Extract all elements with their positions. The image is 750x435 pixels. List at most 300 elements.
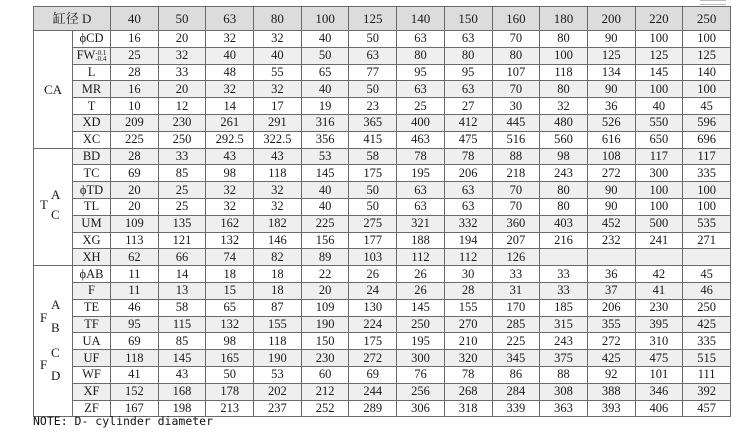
value-cell: 115: [158, 316, 206, 333]
value-cell: 100: [540, 47, 588, 64]
value-cell: 146: [254, 232, 302, 249]
value-cell: 121: [158, 232, 206, 249]
value-cell: 125: [635, 47, 683, 64]
value-cell: 82: [254, 249, 302, 266]
value-cell: 224: [349, 316, 397, 333]
value-cell: 195: [397, 333, 445, 350]
value-cell: 126: [492, 249, 540, 266]
dimension-code-text: UF: [83, 350, 100, 365]
bore-size-header: 125: [349, 7, 397, 31]
value-cell: 108: [587, 148, 635, 165]
dimension-code: [73, 81, 111, 98]
dimension-code-text: TL: [83, 199, 100, 214]
dimension-code-text: WF: [82, 367, 101, 382]
bore-size-header: 180: [540, 7, 588, 31]
value-cell: 188: [397, 232, 445, 249]
value-cell: 178: [206, 383, 254, 400]
value-cell: 292.5: [206, 131, 254, 148]
value-cell: 316: [301, 114, 349, 131]
value-cell: 261: [206, 114, 254, 131]
bore-size-header: 150: [444, 7, 492, 31]
fw-tolerance: [95, 50, 106, 62]
dimension-code-text: BD: [82, 148, 101, 163]
dimension-code-text: XG: [82, 232, 101, 247]
value-cell: 100: [683, 81, 731, 98]
table-row: [34, 232, 731, 249]
value-cell: 363: [540, 400, 588, 417]
value-cell: 101: [635, 366, 683, 383]
value-cell: 516: [492, 131, 540, 148]
value-cell: 80: [540, 31, 588, 48]
value-cell: 452: [587, 215, 635, 232]
value-cell: 118: [111, 350, 159, 367]
bore-size-header: 160: [492, 7, 540, 31]
value-cell: 113: [111, 232, 159, 249]
value-cell: 50: [301, 47, 349, 64]
value-cell: 134: [587, 64, 635, 81]
value-cell: 241: [635, 232, 683, 249]
value-cell: 86: [492, 366, 540, 383]
bore-header-label: 缸径 D: [34, 7, 111, 31]
value-cell: 20: [158, 31, 206, 48]
value-cell: 168: [158, 383, 206, 400]
value-cell: 40: [301, 182, 349, 199]
value-cell: 177: [349, 232, 397, 249]
value-cell: 243: [540, 165, 588, 182]
value-cell: 140: [683, 64, 731, 81]
group-label-ta-tc: [38, 185, 68, 225]
value-cell: 165: [206, 350, 254, 367]
value-cell: 43: [206, 148, 254, 165]
value-cell: 216: [540, 232, 588, 249]
value-cell: 162: [206, 215, 254, 232]
dimension-code: [73, 64, 111, 81]
value-cell: 32: [254, 81, 302, 98]
value-cell: 18: [254, 266, 302, 283]
value-cell: 88: [540, 366, 588, 383]
bore-size-header: 140: [397, 7, 445, 31]
value-cell: 480: [540, 114, 588, 131]
value-cell: 339: [492, 400, 540, 417]
value-cell: 50: [349, 31, 397, 48]
value-cell: 95: [111, 316, 159, 333]
value-cell: 63: [397, 31, 445, 48]
value-cell: 32: [206, 198, 254, 215]
value-cell: 25: [158, 182, 206, 199]
table-row: [34, 350, 731, 367]
value-cell: 70: [492, 198, 540, 215]
value-cell: 112: [444, 249, 492, 266]
value-cell: 125: [587, 47, 635, 64]
value-cell: 206: [587, 299, 635, 316]
value-cell: 40: [301, 198, 349, 215]
value-cell: 256: [397, 383, 445, 400]
dimension-code: [73, 31, 111, 48]
value-cell: 98: [206, 165, 254, 182]
value-cell: 63: [444, 182, 492, 199]
note-text: NOTE: D- cylinder diameter: [33, 414, 214, 428]
value-cell: 300: [635, 165, 683, 182]
value-cell: 36: [587, 98, 635, 115]
value-cell: 225: [111, 131, 159, 148]
value-cell: 98: [206, 333, 254, 350]
value-cell: 135: [158, 215, 206, 232]
dimension-code: [73, 350, 111, 367]
value-cell: [683, 249, 731, 266]
value-cell: 322.5: [254, 131, 302, 148]
value-cell: 118: [254, 333, 302, 350]
value-cell: 26: [349, 266, 397, 283]
value-cell: 190: [254, 350, 302, 367]
value-cell: 392: [683, 383, 731, 400]
value-cell: 10: [111, 98, 159, 115]
value-cell: 100: [635, 182, 683, 199]
dimension-code: [73, 148, 111, 165]
value-cell: 32: [254, 31, 302, 48]
group-label-1: [34, 148, 73, 266]
value-cell: 393: [587, 400, 635, 417]
value-cell: 25: [111, 47, 159, 64]
label-b: B: [51, 319, 60, 335]
value-cell: 308: [540, 383, 588, 400]
value-cell: 14: [158, 266, 206, 283]
value-cell: 284: [492, 383, 540, 400]
value-cell: 60: [301, 366, 349, 383]
value-cell: 150: [301, 333, 349, 350]
value-cell: 80: [444, 47, 492, 64]
value-cell: 11: [111, 266, 159, 283]
value-cell: 696: [683, 131, 731, 148]
value-cell: 53: [254, 366, 302, 383]
value-cell: 19: [301, 98, 349, 115]
value-cell: 213: [206, 400, 254, 417]
value-cell: 69: [111, 333, 159, 350]
value-cell: 225: [492, 333, 540, 350]
value-cell: 320: [444, 350, 492, 367]
dimension-code: [73, 366, 111, 383]
dimension-code-text: UA: [82, 333, 101, 348]
table-row: [34, 383, 731, 400]
value-cell: 32: [206, 182, 254, 199]
value-cell: 560: [540, 131, 588, 148]
value-cell: 185: [540, 299, 588, 316]
dimension-code: [73, 165, 111, 182]
value-cell: 318: [444, 400, 492, 417]
value-cell: 406: [635, 400, 683, 417]
value-cell: 33: [540, 282, 588, 299]
value-cell: 335: [683, 165, 731, 182]
value-cell: 46: [683, 282, 731, 299]
value-cell: 300: [397, 350, 445, 367]
value-cell: 63: [397, 198, 445, 215]
value-cell: 395: [635, 316, 683, 333]
value-cell: 32: [206, 81, 254, 98]
dimension-code: [73, 266, 111, 283]
value-cell: 182: [254, 215, 302, 232]
value-cell: 415: [349, 131, 397, 148]
fw-tolerance-lower: -0.4: [95, 55, 107, 64]
value-cell: 212: [301, 383, 349, 400]
value-cell: 156: [301, 232, 349, 249]
value-cell: 87: [254, 299, 302, 316]
value-cell: 310: [635, 333, 683, 350]
value-cell: 117: [635, 148, 683, 165]
table-row: [34, 333, 731, 350]
value-cell: 78: [444, 366, 492, 383]
value-cell: 145: [397, 299, 445, 316]
value-cell: 89: [301, 249, 349, 266]
value-cell: 118: [254, 165, 302, 182]
value-cell: 475: [444, 131, 492, 148]
value-cell: 18: [254, 282, 302, 299]
value-cell: 167: [111, 400, 159, 417]
table-row: [34, 266, 731, 283]
value-cell: 80: [540, 182, 588, 199]
value-cell: 53: [301, 148, 349, 165]
value-cell: 218: [492, 165, 540, 182]
label-t: T: [40, 197, 48, 213]
table-row: [34, 299, 731, 316]
value-cell: 209: [111, 114, 159, 131]
value-cell: 69: [111, 165, 159, 182]
value-cell: 335: [683, 333, 731, 350]
group-label-0: CA: [34, 31, 73, 149]
dimension-code: [73, 47, 111, 64]
value-cell: 76: [397, 366, 445, 383]
value-cell: 202: [254, 383, 302, 400]
value-cell: 20: [111, 198, 159, 215]
value-cell: 117: [683, 148, 731, 165]
value-cell: 28: [444, 282, 492, 299]
value-cell: 70: [492, 81, 540, 98]
value-cell: 100: [635, 31, 683, 48]
table-row: [34, 316, 731, 333]
value-cell: 78: [397, 148, 445, 165]
table-row: [34, 198, 731, 215]
value-cell: 232: [587, 232, 635, 249]
value-cell: 62: [111, 249, 159, 266]
value-cell: 289: [349, 400, 397, 417]
table-header-row: [34, 7, 731, 31]
value-cell: 100: [683, 198, 731, 215]
value-cell: 230: [635, 299, 683, 316]
value-cell: 58: [349, 148, 397, 165]
value-cell: 30: [444, 266, 492, 283]
value-cell: 195: [397, 165, 445, 182]
value-cell: 40: [206, 47, 254, 64]
value-cell: 332: [444, 215, 492, 232]
value-cell: 40: [635, 98, 683, 115]
value-cell: 77: [349, 64, 397, 81]
value-cell: 445: [492, 114, 540, 131]
value-cell: 33: [158, 148, 206, 165]
bore-size-header: 200: [587, 7, 635, 31]
dimension-code-text: XD: [82, 115, 101, 130]
value-cell: 58: [158, 299, 206, 316]
value-cell: 26: [397, 282, 445, 299]
value-cell: 80: [540, 81, 588, 98]
value-cell: 50: [349, 81, 397, 98]
value-cell: 170: [492, 299, 540, 316]
label-c: C: [51, 344, 60, 360]
bore-size-header: 80: [254, 7, 302, 31]
dimension-code-text: ϕAB: [79, 266, 104, 281]
value-cell: 194: [444, 232, 492, 249]
value-cell: 48: [206, 64, 254, 81]
value-cell: 40: [301, 31, 349, 48]
dimension-code: [73, 131, 111, 148]
value-cell: 20: [158, 81, 206, 98]
value-cell: 32: [158, 47, 206, 64]
value-cell: 85: [158, 333, 206, 350]
label-d: D: [51, 367, 61, 383]
dimension-code-text: TE: [83, 300, 100, 315]
value-cell: 25: [158, 198, 206, 215]
value-cell: 403: [540, 215, 588, 232]
value-cell: 207: [492, 232, 540, 249]
value-cell: 175: [349, 333, 397, 350]
value-cell: 291: [254, 114, 302, 131]
value-cell: 92: [587, 366, 635, 383]
value-cell: 285: [492, 316, 540, 333]
value-cell: 13: [158, 282, 206, 299]
value-cell: 315: [540, 316, 588, 333]
value-cell: 66: [158, 249, 206, 266]
value-cell: 500: [635, 215, 683, 232]
dimension-code: [73, 282, 111, 299]
table-row: [34, 148, 731, 165]
value-cell: 463: [397, 131, 445, 148]
value-cell: 252: [301, 400, 349, 417]
value-cell: 70: [492, 31, 540, 48]
value-cell: 112: [397, 249, 445, 266]
value-cell: 225: [301, 215, 349, 232]
dimension-code: [73, 198, 111, 215]
label-c: C: [51, 207, 60, 223]
dimension-code: [73, 215, 111, 232]
value-cell: 95: [397, 64, 445, 81]
table-row: [34, 282, 731, 299]
value-cell: 425: [683, 316, 731, 333]
value-cell: 63: [444, 198, 492, 215]
value-cell: 74: [206, 249, 254, 266]
dimension-code-text: T: [87, 98, 96, 113]
value-cell: 40: [254, 47, 302, 64]
value-cell: 125: [683, 47, 731, 64]
value-cell: 65: [206, 299, 254, 316]
value-cell: 45: [683, 266, 731, 283]
value-cell: 24: [349, 282, 397, 299]
value-cell: 50: [206, 366, 254, 383]
dimension-code: [73, 316, 111, 333]
spec-table-container: [33, 6, 731, 417]
value-cell: 130: [349, 299, 397, 316]
bore-size-header: 250: [683, 7, 731, 31]
value-cell: 33: [492, 266, 540, 283]
table-row: [34, 131, 731, 148]
value-cell: 356: [301, 131, 349, 148]
value-cell: 275: [349, 215, 397, 232]
value-cell: 98: [540, 148, 588, 165]
value-cell: 206: [444, 165, 492, 182]
value-cell: 100: [683, 182, 731, 199]
dimension-code-text: F: [88, 283, 95, 298]
corner-mark: [700, 0, 726, 5]
value-cell: 27: [444, 98, 492, 115]
value-cell: 190: [301, 316, 349, 333]
table-row: [34, 165, 731, 182]
value-cell: 321: [397, 215, 445, 232]
group-label-fa-fd: [38, 295, 68, 385]
value-cell: 43: [254, 148, 302, 165]
bore-size-header: 50: [158, 7, 206, 31]
dimension-code: [73, 98, 111, 115]
table-row: [34, 47, 731, 64]
value-cell: 23: [349, 98, 397, 115]
value-cell: 155: [444, 299, 492, 316]
value-cell: 63: [397, 182, 445, 199]
value-cell: 41: [111, 366, 159, 383]
value-cell: 268: [444, 383, 492, 400]
value-cell: 32: [540, 98, 588, 115]
value-cell: 210: [444, 333, 492, 350]
value-cell: 78: [444, 148, 492, 165]
dimension-code-text: ZF: [84, 400, 99, 415]
value-cell: [635, 249, 683, 266]
value-cell: 550: [635, 114, 683, 131]
value-cell: 250: [158, 131, 206, 148]
value-cell: 11: [111, 282, 159, 299]
value-cell: 425: [587, 350, 635, 367]
value-cell: 111: [683, 366, 731, 383]
value-cell: 63: [444, 81, 492, 98]
dimension-code-text: FW: [76, 48, 96, 63]
dimension-code-text: XC: [82, 132, 101, 147]
value-cell: 388: [587, 383, 635, 400]
value-cell: 198: [158, 400, 206, 417]
table-row: [34, 249, 731, 266]
value-cell: 272: [587, 333, 635, 350]
dimension-code-text: L: [87, 64, 96, 79]
value-cell: 355: [587, 316, 635, 333]
dimension-code: [73, 383, 111, 400]
value-cell: 55: [254, 64, 302, 81]
value-cell: 32: [206, 31, 254, 48]
value-cell: 270: [444, 316, 492, 333]
bore-size-header: 40: [111, 7, 159, 31]
bore-size-header: 100: [301, 7, 349, 31]
value-cell: 132: [206, 316, 254, 333]
dimension-code-text: TF: [84, 316, 99, 331]
value-cell: 132: [206, 232, 254, 249]
value-cell: 412: [444, 114, 492, 131]
value-cell: 65: [301, 64, 349, 81]
bore-size-header: 63: [206, 7, 254, 31]
group-label-2: [34, 266, 73, 417]
value-cell: 155: [254, 316, 302, 333]
dimension-code-text: ϕCD: [79, 31, 104, 46]
value-cell: 20: [111, 182, 159, 199]
dimension-code: [73, 249, 111, 266]
value-cell: 345: [492, 350, 540, 367]
value-cell: 41: [635, 282, 683, 299]
value-cell: 306: [397, 400, 445, 417]
value-cell: 33: [540, 266, 588, 283]
label-f: F: [40, 356, 48, 372]
value-cell: 28: [111, 148, 159, 165]
value-cell: 346: [635, 383, 683, 400]
value-cell: 69: [349, 366, 397, 383]
